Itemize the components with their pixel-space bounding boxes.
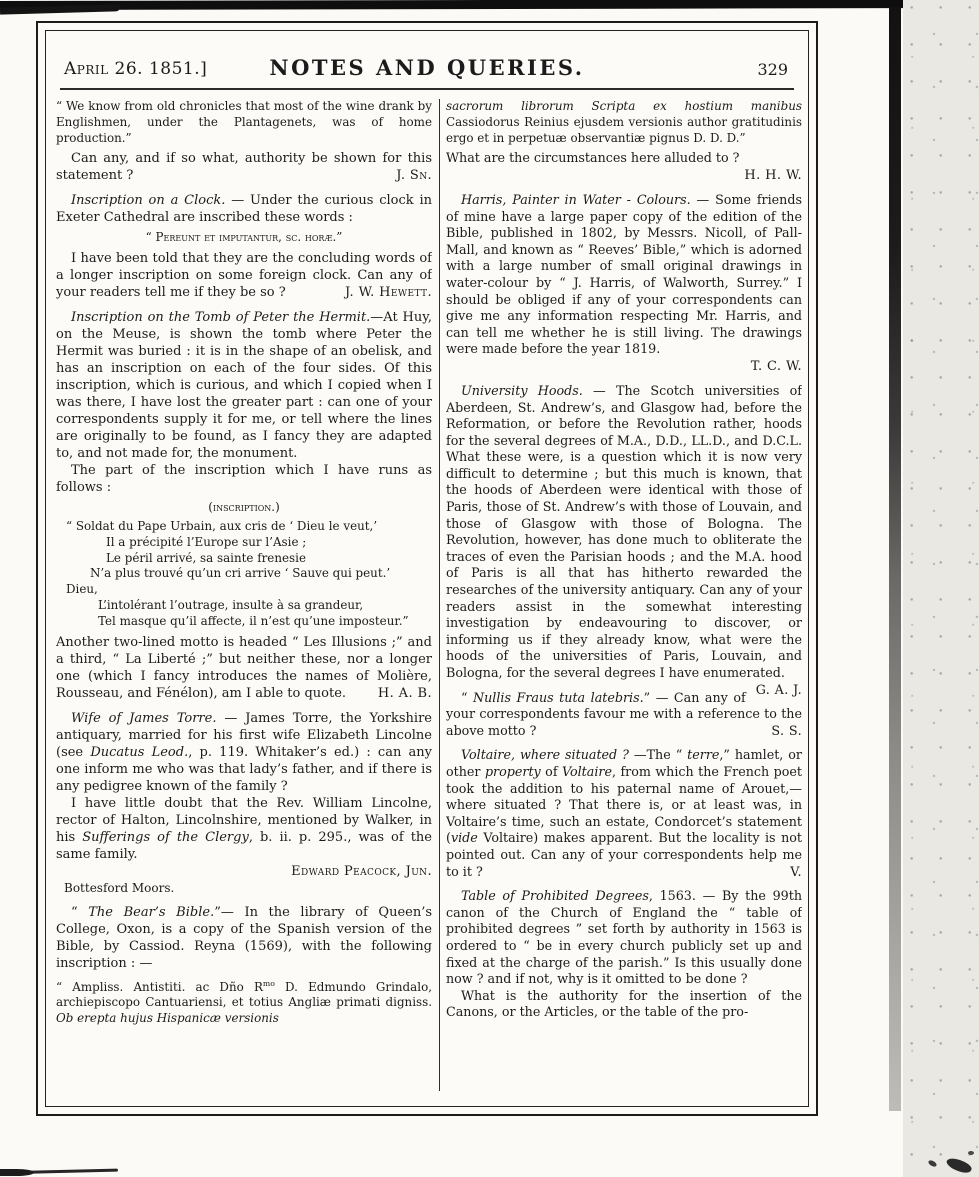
query-title: University Hoods. — xyxy=(461,382,617,398)
query-text: Can any of your correspondents favour me with a reference to the above motto ? xyxy=(446,689,802,738)
query-wife-of-james-torre xyxy=(56,710,432,795)
query-title: The Bear’s Bible. xyxy=(88,904,215,920)
signature: J. Sn. xyxy=(396,168,432,184)
quote-wine-chronicles: “ We know from old chronicles that most of the wine drank by Englishmen, under the Plantagenets, was of home production.” xyxy=(56,99,432,145)
query-text: James Torre, the Yorkshire antiquary, married for his first wife Elizabeth Lincolne (see xyxy=(56,710,432,760)
query-text: By the 99th canon of the Church of England the “ table of prohibited degrees ” set forth by authority in 1563 is ordered to “ be in every church publicly set up and fixed at the charge of the parish.” Is this usually done now ? and if not, why is it omitted to be done ? xyxy=(446,888,802,987)
clock-followup xyxy=(56,250,432,301)
latin-italic-text: Ob erepta hujus Hispanicæ versionis xyxy=(56,1011,279,1026)
query-text: , p. 119. Whitaker’s ed.) : can any one inform me who was that lady’s father, and if there is any pedigree known of the family ? xyxy=(56,744,432,794)
poem-line: “ Soldat du Pape Urbain, aux cris de ‘ Dieu le veut,’ xyxy=(66,518,378,533)
scan-top-edge-artifact xyxy=(0,0,979,10)
signature: G. A. J. xyxy=(755,681,802,697)
page-border-inner xyxy=(45,30,809,1107)
query-title: Inscription on the Tomb of Peter the Hermit.— xyxy=(71,310,384,326)
right-column xyxy=(446,99,802,1103)
circumstances-question: What are the circumstances here alluded to ? xyxy=(446,150,740,166)
two-column-text xyxy=(46,90,808,1103)
poem-line: N’a plus trouvé qu’un cri arrive ‘ Sauve qui peut.’ xyxy=(90,566,391,581)
query-title: Inscription on a Clock. xyxy=(71,193,226,209)
query-text: At Huy, on the Meuse, is shown the tomb where Peter the Hermit was buried : it is in the shape of an obelisk, and has an inscription on each of the four sides. Of this inscription, which is curious, and which I copied when I was there, I have lost the greater part : can one of your correspondents supply it for me, or tell where the lines are originally to be found, as I fancy they are adapted to, and not made for, the monument. xyxy=(56,310,432,462)
signature: J. W. Hewett. xyxy=(344,285,432,301)
query-title-rest: , 1563. — xyxy=(648,888,722,904)
poem-line: Tel masque qu’il affecte, il n’est qu’une imposteur.” xyxy=(98,613,409,628)
close-quote: ”— xyxy=(214,904,245,920)
scan-bottom-left-blob-artifact xyxy=(0,1169,34,1176)
signature: H. H. W. xyxy=(744,167,802,183)
query-text: I have been told that they are the concluding words of a longer inscription on some foreign clock. Can any of your readers tell me if they be so ? xyxy=(56,251,432,301)
query-text: The Scotch universities of Aberdeen, St. Andrew’s, and Glasgow had, before the Reformation, or before the Revolution rather, hoods for the several degrees of M.A., D.D., LL.D., and D.C.L. What these were, is a question which it is now very difficult to determine ; but this much is known, that the hoods of Aberdeen were identical with those of Paris, those of St. Andrew’s with those of Louvain, and those of Glasgow with those of Bologna. The Revolution, however, has done much to obliterate the traces of even the Parisian hoods ; and the M.A. hood of Paris is all that has hitherto rewarded the researches of the university antiquary. Can any of your readers assist in the somewhat interesting investigation by endeavouring to discover, or informing us if they already know, what were the hoods of the universities of Paris, Louvain, and Bologna, for the several degrees I have enumerated. xyxy=(446,382,802,681)
query-text: Some friends of mine have a large paper copy of the edition of the Bible, published in 1802, by Messrs. Nicoll, of Pall-Mall, and known as “ Reeves’ Bible,” which is adorned with a large number of small original drawings in water-colour by “ J. Harris, of Walworth, Surrey.” I should be obliged if any of your correspondents can give me any information respecting Mr. Harris, and can tell me whether he is still living. The drawings were made before the year 1819. xyxy=(446,191,802,357)
book-title: Sufferings of the Clergy xyxy=(82,829,249,845)
italic-word: Voltaire xyxy=(561,763,612,779)
query-title: Table of Prohibited Degrees xyxy=(461,888,649,904)
italic-word: vide xyxy=(450,830,478,846)
query-title: Harris, Painter in Water - Colours. — xyxy=(461,191,716,207)
latin-text: D. Edmundo Grindalo, archiepiscopo Cantuariensi, et totius Angliæ primati digniss. xyxy=(56,979,432,1010)
query-text: In the library of Queen’s College, Oxon, is a copy of the Spanish version of the Bible, by Cassiod. Reyna (1569), with the following inscription : — xyxy=(56,904,432,971)
scan-bottom-right-ink-artifact xyxy=(968,1151,974,1155)
bible-latin-inscription xyxy=(56,976,432,1027)
poem-line: Il a précipité l’Europe sur l’Asie ; xyxy=(106,534,307,549)
query-text: ,” hamlet, or other xyxy=(446,747,802,779)
open-quote: “ xyxy=(71,904,89,920)
latin-text: Cassiodorus Reinius ejusdem versionis author gratitudinis ergo et in perpetuæ observantiæ pignus D. D. D.” xyxy=(446,114,802,145)
query-prohibited-degrees xyxy=(446,888,802,988)
correspondent-location: Bottesford Moors. xyxy=(64,880,175,895)
open-quote: “ xyxy=(461,689,474,705)
query-text: I have little doubt that the Rev. William Lincolne, rector of Halton, Lincolnshire, mentioned by Walker, in his xyxy=(56,795,432,845)
column-divider-rule xyxy=(439,99,440,1091)
prohibited-degrees-followup: What is the authority for the insertion of the Canons, or the Articles, or the table of the pro- xyxy=(446,987,802,1020)
query-text: , from which the French poet took the addition to his paternal name of Arouet,—where situated ? That there is, or at least was, in Voltaire’s time, such an estate, Condorcet’s statement ( xyxy=(446,763,802,846)
query-title: Wife of James Torre. — xyxy=(71,710,246,726)
page-border-outer xyxy=(36,21,818,1116)
issue-date: April 26. 1851.] xyxy=(64,59,208,79)
signature: T. C. W. xyxy=(750,358,802,374)
left-column xyxy=(56,99,432,1103)
latin-italic-text: sacrorum librorum Scripta ex hostium manibus xyxy=(446,99,802,113)
signature: H. A. B. xyxy=(377,685,432,701)
query-text: — Under the curious clock in Exeter Cathedral are inscribed these words : xyxy=(56,193,432,226)
latin-inscription-continued xyxy=(446,99,802,146)
poem-line: Le péril arrivé, sa sainte frenesie xyxy=(106,550,306,565)
query-bears-bible xyxy=(56,904,432,972)
book-gutter-edge xyxy=(903,0,979,1177)
poem-line: L’intolérant l’outrage, insulte à sa grandeur, xyxy=(98,597,364,612)
query-title: Voltaire, where situated ? — xyxy=(461,747,647,763)
query-text: , b. ii. p. 295., was of the same family. xyxy=(56,829,432,862)
query-voltaire-where-situated xyxy=(446,747,802,880)
query-tomb-of-peter-the-hermit xyxy=(56,309,432,462)
spine-shadow-artifact xyxy=(889,7,901,1111)
query-wine-question xyxy=(56,150,432,184)
inscription-caption: (inscription.) xyxy=(208,500,280,515)
query-inscription-on-a-clock xyxy=(56,192,432,226)
latin-text: “ Ampliss. Antistiti. ac Dño R xyxy=(56,979,263,994)
query-text: Another two-lined motto is headed “ Les Illusions ;” and a third, “ La Liberté ;” but neither these, nor a longer one (which I fancy introduces the names of Molière, Rousseau, and Fénélon), am I able to quote. xyxy=(56,634,432,701)
query-text: The “ xyxy=(646,747,688,763)
tomb-inscription-intro: The part of the inscription which I have runs as follows : xyxy=(56,463,432,496)
signature: Edward Peacock, Jun. xyxy=(291,863,432,879)
query-title: Nullis Fraus tuta latebris. xyxy=(473,689,644,705)
query-text: Voltaire) makes apparent. But the locality is not pointed out. Can any of your correspondents help me to it ? xyxy=(446,830,802,879)
page-header xyxy=(56,39,798,83)
italic-word: terre xyxy=(687,747,720,763)
italic-word: property xyxy=(484,763,541,779)
book-title: Ducatus Leod. xyxy=(90,744,189,760)
signature: S. S. xyxy=(771,722,802,738)
torre-followup xyxy=(56,795,432,863)
signature: V. xyxy=(790,863,802,879)
close-quote: ” — xyxy=(643,689,674,705)
query-harris-painter xyxy=(446,192,802,358)
poem-line: Dieu, xyxy=(66,582,98,597)
page-number: 329 xyxy=(757,60,788,79)
superscript: mo xyxy=(262,978,275,988)
query-text: of xyxy=(540,763,562,779)
mottoes-paragraph xyxy=(56,634,432,702)
clock-motto: “ Pereunt et imputantur, sc. horæ.” xyxy=(145,230,343,245)
journal-title: NOTES AND QUERIES. xyxy=(269,55,585,80)
query-text: Can any, and if so what, authority be shown for this statement ? xyxy=(56,151,432,184)
tomb-inscription-poem xyxy=(66,519,432,630)
